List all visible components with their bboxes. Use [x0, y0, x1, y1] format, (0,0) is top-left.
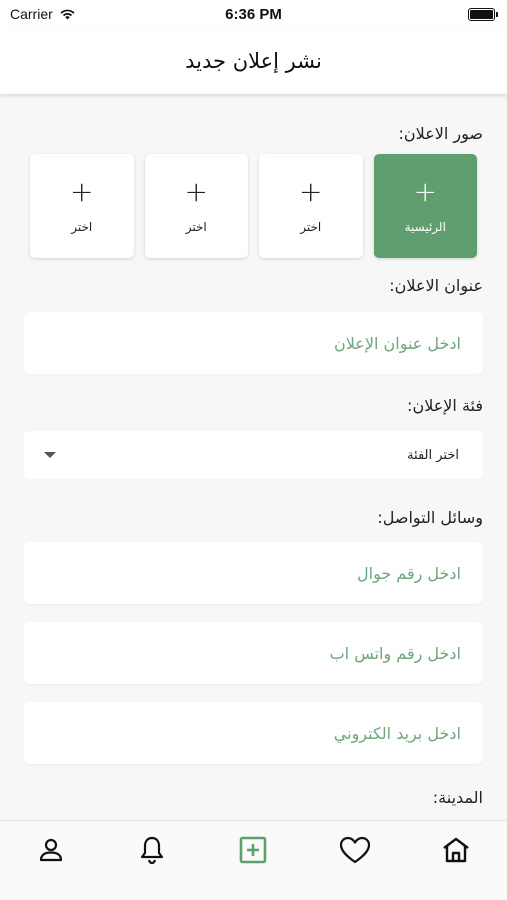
page-title: نشر إعلان جديد: [185, 49, 322, 73]
photo-tile-3[interactable]: [145, 154, 249, 258]
photo-tile-2[interactable]: [259, 154, 363, 258]
bell-icon: [138, 835, 166, 865]
nav-bar: [0, 28, 507, 94]
plus-icon: +: [299, 175, 323, 208]
battery-icon: [468, 8, 495, 21]
plus-icon: +: [184, 175, 208, 208]
category-label: فئة الإعلان:: [407, 396, 483, 415]
tab-profile[interactable]: [26, 833, 76, 867]
tab-notifications[interactable]: [127, 833, 177, 867]
status-left: [10, 6, 76, 22]
photo-tile-label: اختر: [71, 220, 93, 234]
status-bar: [0, 0, 507, 28]
home-icon: [441, 836, 471, 864]
plus-icon: +: [413, 175, 437, 208]
ad-title-input[interactable]: [24, 312, 483, 374]
photos-label: صور الاعلان:: [398, 124, 483, 143]
plus-icon: +: [70, 175, 94, 208]
tab-favorites[interactable]: [330, 833, 380, 867]
photo-picker-row: [30, 154, 477, 258]
photo-tile-label: اختر: [300, 220, 322, 234]
person-icon: [37, 836, 65, 864]
add-square-icon: [238, 835, 268, 865]
wifi-icon: [59, 8, 76, 20]
category-selected-value: اختر الفئة: [407, 447, 459, 463]
photo-tile-main[interactable]: [374, 154, 478, 258]
photo-tile-4[interactable]: [30, 154, 134, 258]
whatsapp-input[interactable]: [24, 622, 483, 684]
photo-tile-label: اختر: [185, 220, 207, 234]
city-label: المدينة:: [432, 788, 483, 807]
dropdown-caret-icon: [44, 452, 56, 458]
category-select[interactable]: [24, 431, 483, 479]
photo-tile-label: الرئيسية: [404, 220, 446, 234]
tab-add-ad[interactable]: [228, 833, 278, 867]
contact-label: وسائل التواصل:: [377, 508, 483, 527]
status-time: 6:36 PM: [225, 5, 282, 23]
email-input[interactable]: [24, 702, 483, 764]
ad-title-label: عنوان الاعلان:: [389, 276, 483, 295]
tab-home[interactable]: [431, 833, 481, 867]
heart-icon: [339, 836, 371, 864]
tab-bar: [0, 820, 507, 900]
form-content[interactable]: [0, 94, 507, 820]
phone-input[interactable]: [24, 542, 483, 604]
carrier-label: Carrier: [10, 6, 53, 22]
